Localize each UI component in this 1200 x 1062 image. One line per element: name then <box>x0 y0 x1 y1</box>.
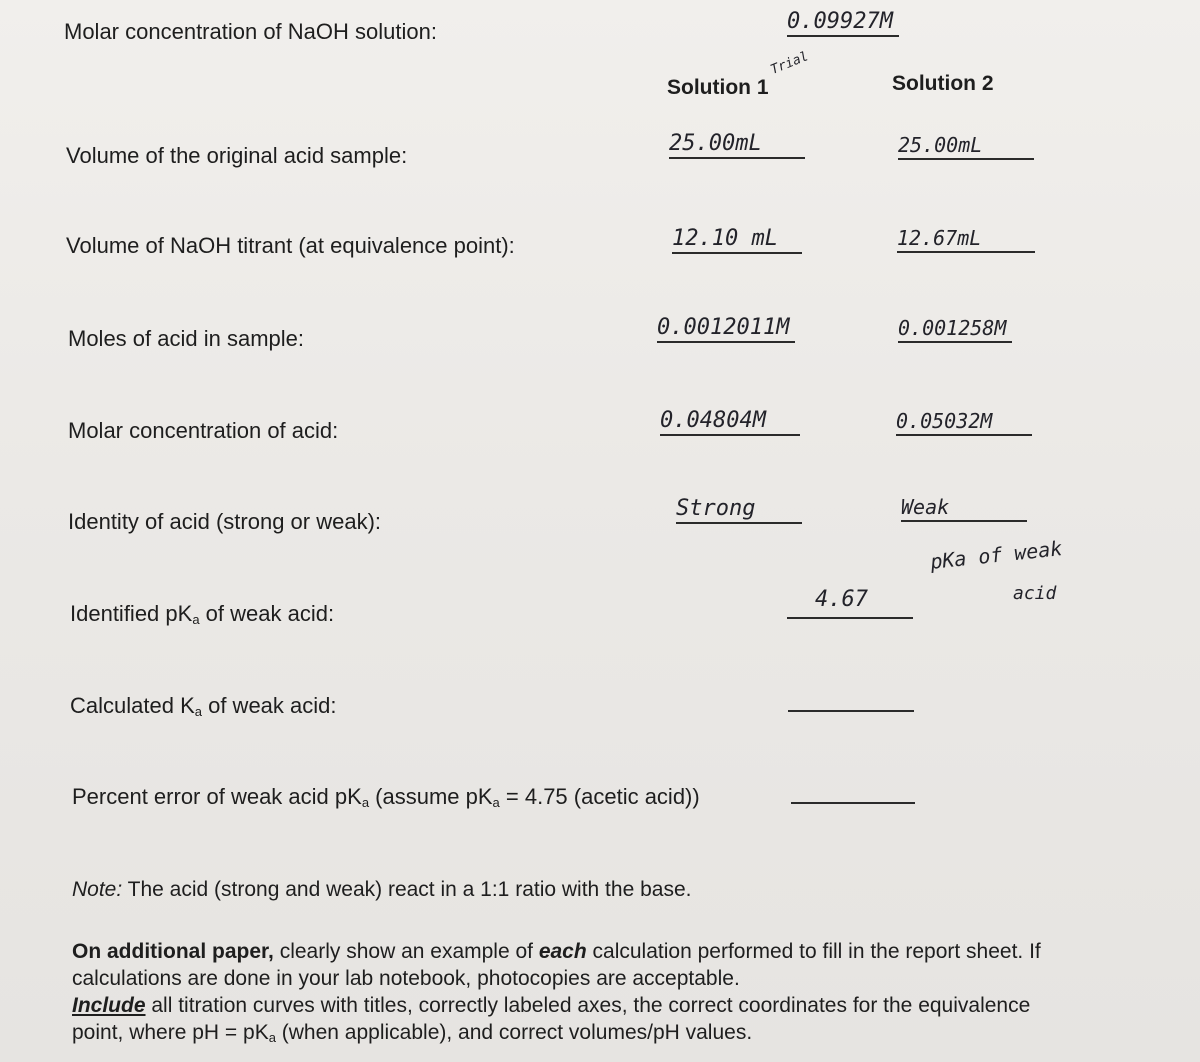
naoh-concentration-value[interactable]: 0.09927M <box>787 9 899 37</box>
volume-naoh-s1[interactable]: 12.10 mL <box>672 226 802 254</box>
note-text: The acid (strong and weak) react in a 1:1 ratio with the base. <box>122 878 692 901</box>
molar-concentration-s2[interactable]: 0.05032M <box>896 409 1032 436</box>
moles-acid-label: Moles of acid in sample: <box>68 326 304 351</box>
molar-concentration-s1[interactable]: 0.04804M <box>660 408 800 436</box>
trial-note: Trial <box>768 49 811 78</box>
instructions-line-2: calculations are done in your lab notebook, photocopies are acceptable. <box>72 967 740 990</box>
pka-side-note-2: acid <box>1013 583 1057 604</box>
identity-s2[interactable]: Weak <box>901 495 1027 522</box>
pka-answer-line <box>787 617 913 619</box>
solution-1-header: Solution 1 <box>667 76 769 99</box>
molar-concentration-label: Molar concentration of acid: <box>68 418 339 443</box>
moles-acid-s2[interactable]: 0.001258M <box>898 316 1012 343</box>
volume-naoh-label: Volume of NaOH titrant (at equivalence point): <box>66 233 515 258</box>
note-prefix: Note: <box>72 878 123 901</box>
instructions-line-4: point, where pH = $pK_a$ (when applicable), and correct volumes/pH values. <box>72 1021 753 1045</box>
percent-error-label: Percent error of weak acid $pK_a$ (assume $pK_a = 4.75$ (acetic acid)) <box>72 784 700 810</box>
ka-label: Calculated $K_a$ of weak acid: <box>70 693 337 719</box>
identity-s1[interactable]: Strong <box>676 496 802 524</box>
volume-acid-s2[interactable]: 25.00mL <box>898 133 1034 160</box>
percent-error-answer-line[interactable] <box>791 802 915 804</box>
instructions-line-3: Include all titration curves with titles, correctly labeled axes, the correct coordinates for the equivalence <box>72 994 1031 1017</box>
volume-acid-s1[interactable]: 25.00mL <box>669 131 805 159</box>
naoh-concentration-label: Molar concentration of NaOH solution: <box>64 19 437 44</box>
pka-label: Identified $pK_a$ of weak acid: <box>70 601 335 627</box>
solution-2-header: Solution 2 <box>892 72 994 95</box>
moles-acid-s1[interactable]: 0.0012011M <box>657 315 795 343</box>
pka-value[interactable]: 4.67 <box>815 587 868 612</box>
volume-acid-label: Volume of the original acid sample: <box>66 143 408 168</box>
instructions-line-1: On additional paper, clearly show an example of each calculation performed to fill in the report sheet. If <box>72 940 1041 963</box>
pka-side-note-1: pKa of weak <box>929 536 1064 574</box>
volume-naoh-s2[interactable]: 12.67mL <box>897 226 1035 253</box>
ka-answer-line[interactable] <box>788 710 914 712</box>
identity-label: Identity of acid (strong or weak): <box>68 509 382 534</box>
note <box>72 876 691 903</box>
